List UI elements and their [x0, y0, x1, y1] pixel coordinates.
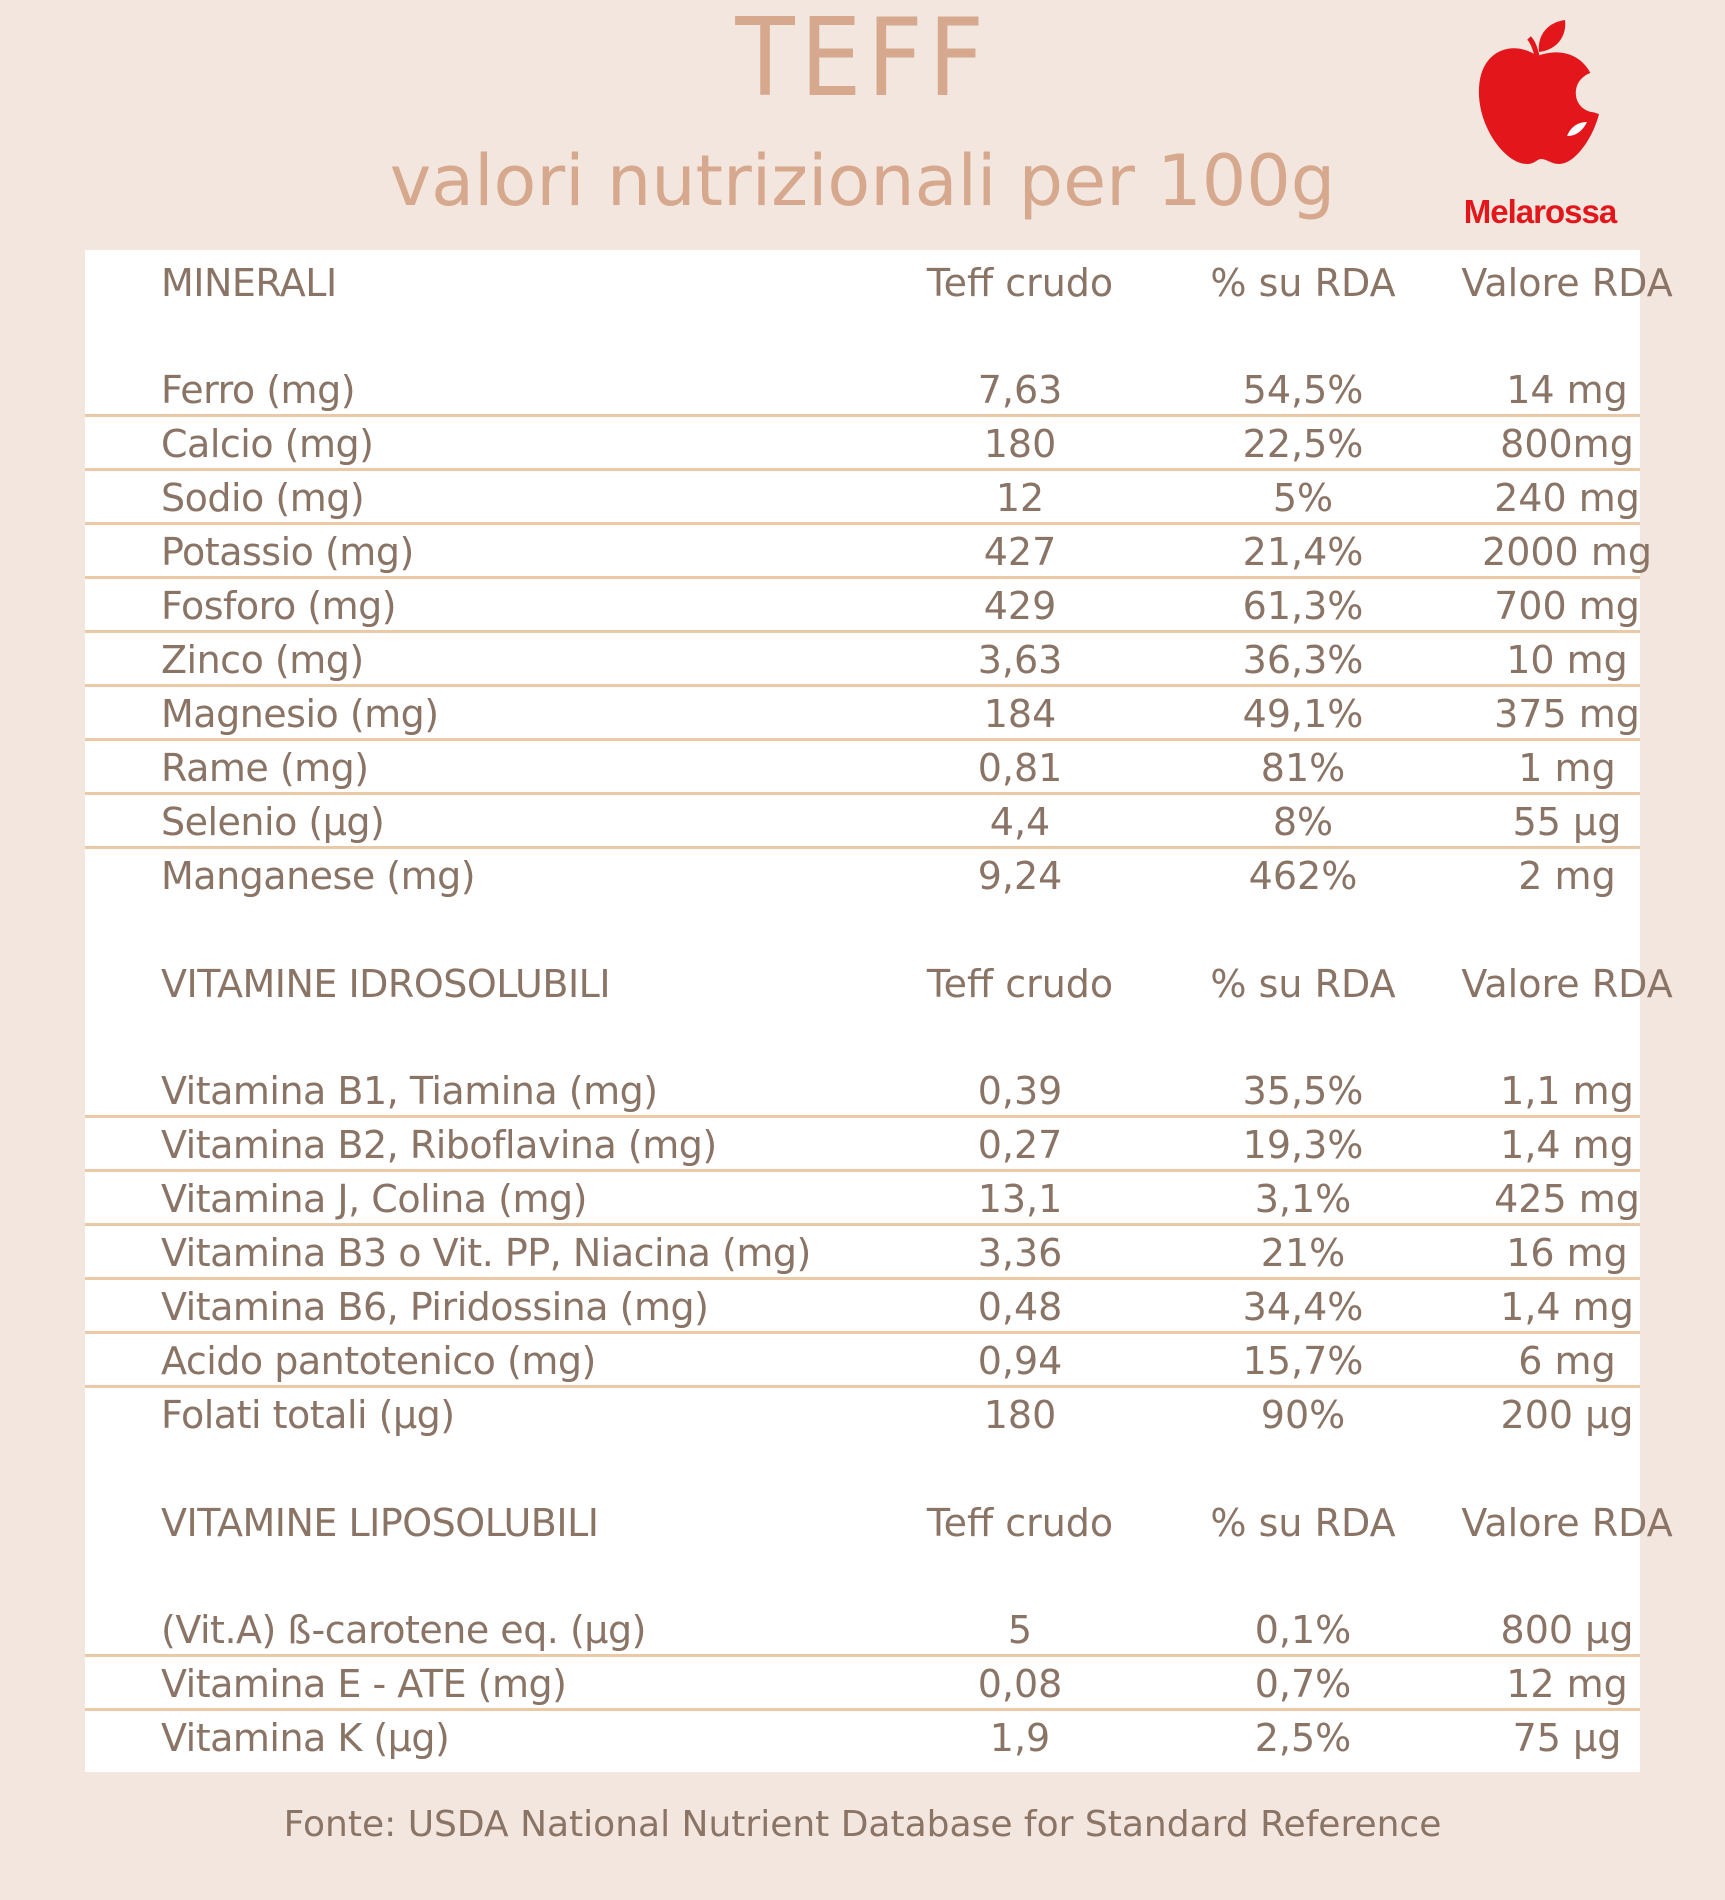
rda-percent: 35,5% — [1242, 1069, 1364, 1113]
rda-value: 14 mg — [1506, 368, 1628, 412]
nutrient-name: Vitamina E - ATE (mg) — [161, 1662, 567, 1706]
rda-value: 16 mg — [1506, 1231, 1628, 1275]
section-heading — [85, 1496, 1673, 1550]
nutrient-name: Ferro (mg) — [161, 368, 356, 412]
table-row — [85, 1064, 1640, 1118]
page-subtitle: valori nutrizionali per 100g — [389, 140, 1336, 222]
column-header-rda: Valore RDA — [1461, 261, 1673, 305]
nutrient-value: 3,63 — [977, 638, 1063, 682]
rda-percent: 49,1% — [1242, 692, 1364, 736]
rda-value: 2000 mg — [1482, 530, 1652, 574]
column-header-rda: Valore RDA — [1461, 1501, 1673, 1545]
nutrient-value: 1,9 — [989, 1716, 1051, 1760]
table-row — [85, 1657, 1640, 1711]
nutrient-name: Acido pantotenico (mg) — [161, 1339, 596, 1383]
rda-value: 1,4 mg — [1500, 1285, 1634, 1329]
nutrient-name: Zinco (mg) — [161, 638, 364, 682]
nutrient-value: 7,63 — [977, 368, 1063, 412]
rda-value: 1 mg — [1518, 746, 1616, 790]
rda-percent: 54,5% — [1242, 368, 1364, 412]
nutrient-value: 5 — [1007, 1608, 1033, 1652]
nutrient-name: Vitamina J, Colina (mg) — [161, 1177, 587, 1221]
rda-percent: 0,7% — [1254, 1662, 1352, 1706]
table-row — [85, 849, 1640, 903]
nutrient-name: Vitamina B1, Tiamina (mg) — [161, 1069, 658, 1113]
rda-percent: 8% — [1272, 800, 1334, 844]
table-row — [85, 795, 1640, 849]
rda-value: 800mg — [1500, 422, 1634, 466]
column-header-rda: Valore RDA — [1461, 962, 1673, 1006]
nutrient-name: Manganese (mg) — [161, 854, 476, 898]
table-row — [85, 1172, 1640, 1226]
rda-percent: 61,3% — [1242, 584, 1364, 628]
source-note: Fonte: USDA National Nutrient Database for Standard Reference — [283, 1804, 1442, 1845]
rda-percent: 3,1% — [1254, 1177, 1352, 1221]
rda-value: 375 mg — [1494, 692, 1640, 736]
nutrient-value: 180 — [983, 422, 1057, 466]
nutrition-table — [85, 250, 1673, 1772]
nutrient-value: 9,24 — [977, 854, 1063, 898]
rda-percent: 22,5% — [1242, 422, 1364, 466]
section-title: MINERALI — [161, 261, 337, 305]
table-row — [85, 1118, 1640, 1172]
nutrient-value: 0,48 — [977, 1285, 1063, 1329]
rda-percent: 5% — [1272, 476, 1334, 520]
brand-name: Melarossa — [1463, 193, 1617, 230]
nutrient-name: Selenio (µg) — [161, 800, 385, 844]
rda-percent: 2,5% — [1254, 1716, 1352, 1760]
rda-percent: 34,4% — [1242, 1285, 1364, 1329]
rda-value: 700 mg — [1494, 584, 1640, 628]
nutrient-value: 0,81 — [977, 746, 1063, 790]
nutrient-name: Vitamina B6, Piridossina (mg) — [161, 1285, 709, 1329]
nutrient-name: Potassio (mg) — [161, 530, 414, 574]
table-row — [85, 1388, 1640, 1442]
section-heading — [85, 256, 1673, 310]
nutrient-value: 427 — [983, 530, 1057, 574]
nutrient-value: 0,39 — [977, 1069, 1063, 1113]
table-row — [85, 1711, 1640, 1765]
rda-value: 200 µg — [1500, 1393, 1634, 1437]
rda-percent: 19,3% — [1242, 1123, 1364, 1167]
nutrient-value: 3,36 — [977, 1231, 1063, 1275]
table-row — [85, 1603, 1640, 1657]
rda-percent: 81% — [1260, 746, 1346, 790]
column-header-pct: % su RDA — [1210, 962, 1396, 1006]
apple-icon — [1475, 18, 1605, 168]
rda-value: 1,4 mg — [1500, 1123, 1634, 1167]
rda-value: 2 mg — [1518, 854, 1616, 898]
rda-value: 75 µg — [1512, 1716, 1622, 1760]
rda-value: 12 mg — [1506, 1662, 1628, 1706]
table-row — [85, 1226, 1640, 1280]
rda-percent: 0,1% — [1254, 1608, 1352, 1652]
table-row — [85, 741, 1640, 795]
rda-percent: 90% — [1260, 1393, 1346, 1437]
table-row — [85, 1280, 1640, 1334]
nutrient-name: Magnesio (mg) — [161, 692, 439, 736]
rda-value: 1,1 mg — [1500, 1069, 1634, 1113]
rda-value: 800 µg — [1500, 1608, 1634, 1652]
column-header-pct: % su RDA — [1210, 261, 1396, 305]
rda-percent: 15,7% — [1242, 1339, 1364, 1383]
nutrient-value: 180 — [983, 1393, 1057, 1437]
rda-percent: 36,3% — [1242, 638, 1364, 682]
nutrient-name: Fosforo (mg) — [161, 584, 397, 628]
brand-logo — [1440, 18, 1640, 230]
nutrient-name: Vitamina B3 o Vit. PP, Niacina (mg) — [161, 1231, 811, 1275]
nutrient-value: 429 — [983, 584, 1057, 628]
nutrient-value: 0,27 — [977, 1123, 1063, 1167]
nutrient-name: Vitamina K (µg) — [161, 1716, 450, 1760]
nutrient-name: Calcio (mg) — [161, 422, 374, 466]
column-header-value: Teff crudo — [926, 261, 1114, 305]
rda-percent: 462% — [1248, 854, 1358, 898]
section-title: VITAMINE IDROSOLUBILI — [161, 962, 611, 1006]
table-row — [85, 525, 1652, 579]
table-row — [85, 633, 1640, 687]
table-row — [85, 471, 1640, 525]
nutrient-name: Folati totali (µg) — [161, 1393, 455, 1437]
nutrient-name: Rame (mg) — [161, 746, 369, 790]
table-row — [85, 363, 1640, 417]
nutrient-value: 0,94 — [977, 1339, 1063, 1383]
rda-percent: 21% — [1260, 1231, 1346, 1275]
rda-percent: 21,4% — [1242, 530, 1364, 574]
column-header-value: Teff crudo — [926, 962, 1114, 1006]
nutrient-value: 4,4 — [989, 800, 1051, 844]
nutrient-name: Vitamina B2, Riboflavina (mg) — [161, 1123, 717, 1167]
column-header-pct: % su RDA — [1210, 1501, 1396, 1545]
rda-value: 55 µg — [1512, 800, 1622, 844]
page-title: TEFF — [735, 0, 990, 121]
rda-value: 6 mg — [1518, 1339, 1616, 1383]
nutrient-name: Sodio (mg) — [161, 476, 365, 520]
rda-value: 425 mg — [1494, 1177, 1640, 1221]
section-title: VITAMINE LIPOSOLUBILI — [161, 1501, 599, 1545]
nutrient-value: 12 — [995, 476, 1045, 520]
rda-value: 240 mg — [1494, 476, 1640, 520]
rda-value: 10 mg — [1506, 638, 1628, 682]
nutrient-value: 13,1 — [977, 1177, 1063, 1221]
nutrient-value: 0,08 — [977, 1662, 1063, 1706]
section-heading — [85, 957, 1673, 1011]
table-row — [85, 417, 1640, 471]
nutrient-name: (Vit.A) ß-carotene eq. (µg) — [161, 1608, 646, 1652]
table-row — [85, 1334, 1640, 1388]
table-row — [85, 579, 1640, 633]
nutrient-value: 184 — [983, 692, 1057, 736]
table-row — [85, 687, 1640, 741]
column-header-value: Teff crudo — [926, 1501, 1114, 1545]
